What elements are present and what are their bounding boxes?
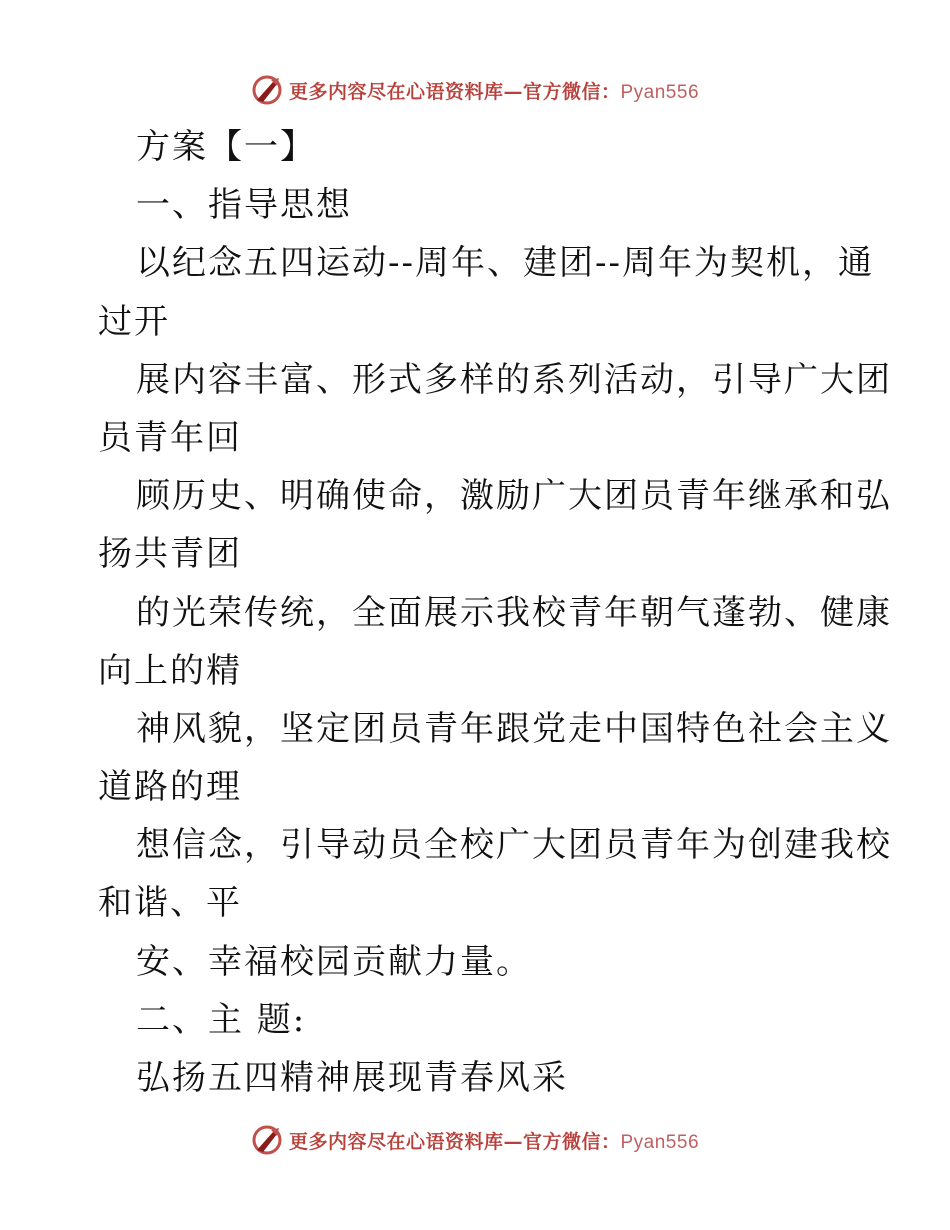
text-line: 过开 xyxy=(98,301,170,342)
text-line: 员青年回 xyxy=(98,417,242,458)
text-line: 神风貌，坚定团员青年跟党走中国特色社会主义 xyxy=(136,708,892,749)
text-line: 顾历史、明确使命，激励广大团员青年继承和弘 xyxy=(136,476,892,517)
text-line: 道路的理 xyxy=(98,767,242,808)
text-line: 二、主 题: xyxy=(136,999,307,1040)
pen-logo-icon xyxy=(251,74,283,106)
text-line: 方案【一】 xyxy=(136,127,316,167)
text-line: 一、指导思想 xyxy=(136,185,352,226)
header-watermark xyxy=(0,70,950,110)
watermark-text: 更多内容尽在心语资料库—官方微信：Pyan556 xyxy=(288,80,700,103)
footer-watermark xyxy=(0,1120,950,1160)
text-line: 和谐、平 xyxy=(98,883,242,924)
text-line: 弘扬五四精神展现青春风采 xyxy=(136,1058,568,1098)
pen-logo-icon xyxy=(251,1124,283,1156)
text-line: 安、幸福校园贡献力量。 xyxy=(136,941,532,982)
text-line: 想信念，引导动员全校广大团员青年为创建我校 xyxy=(136,825,892,866)
watermark-text: 更多内容尽在心语资料库—官方微信：Pyan556 xyxy=(288,1130,700,1153)
text-line: 展内容丰富、形式多样的系列活动，引导广大团 xyxy=(136,359,892,400)
text-line: 扬共青团 xyxy=(98,534,242,575)
text-line: 以纪念五四运动--周年、建团--周年为契机，通 xyxy=(136,243,874,284)
text-line: 的光荣传统，全面展示我校青年朝气蓬勃、健康 xyxy=(136,592,892,633)
document-body xyxy=(98,118,892,1107)
text-line: 向上的精 xyxy=(98,650,242,691)
